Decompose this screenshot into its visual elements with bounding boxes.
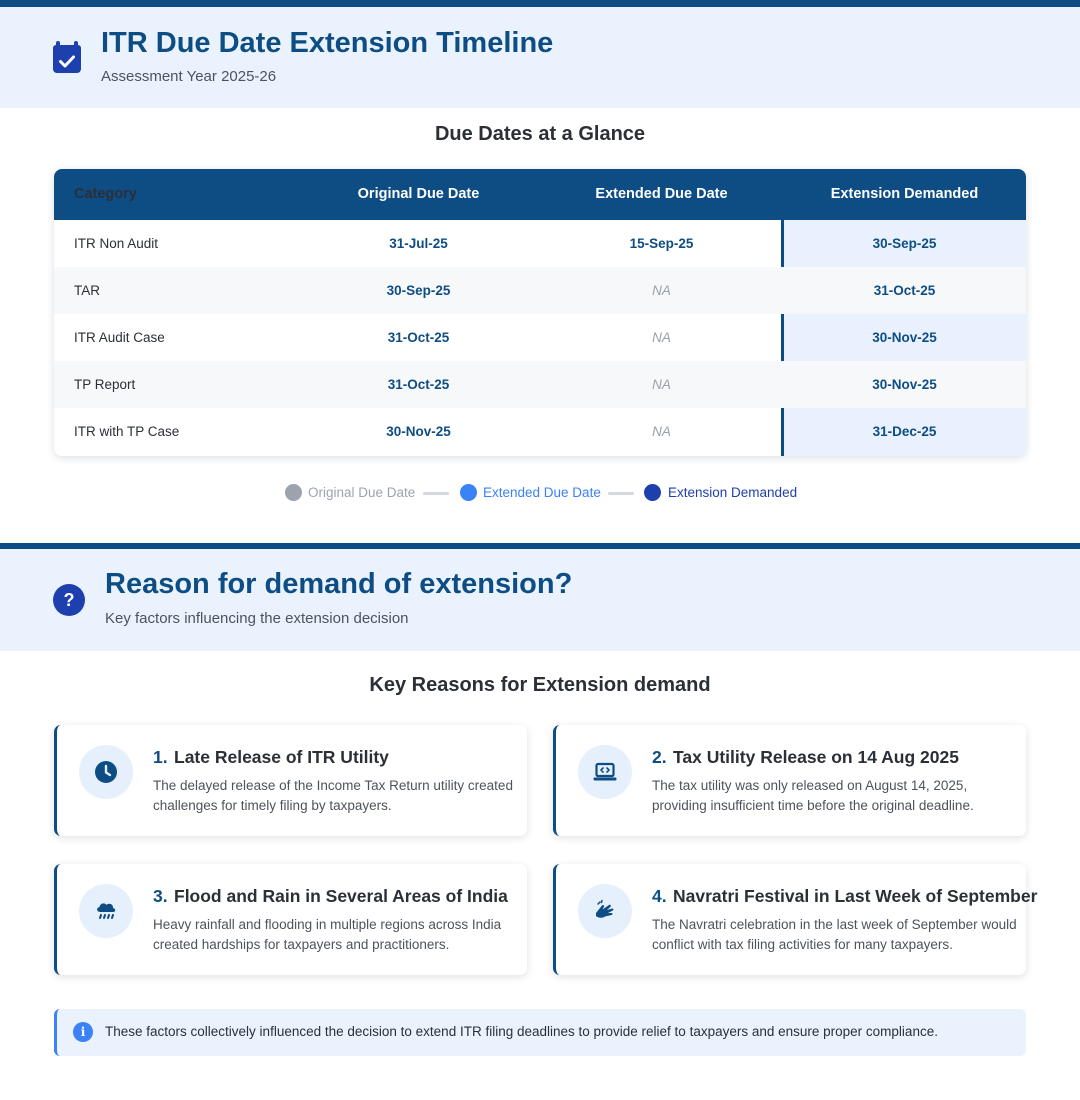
- reason-title: Navratri Festival in Last Week of September: [673, 886, 1038, 906]
- calendar-check-icon: [52, 40, 82, 74]
- demanded-date-cell: 31-Dec-25: [872, 424, 937, 439]
- legend-dot-demanded: [644, 484, 661, 501]
- demanded-date-cell: 30-Sep-25: [872, 236, 937, 251]
- laptop-code-icon-wrap: [578, 745, 632, 799]
- reason-description: The tax utility was only released on August 14, 2025, providing insufficient time before the original deadline.: [652, 778, 974, 813]
- reason-description: The Navratri celebration in the last week of September would conflict with tax filing activities for many taxpayers.: [652, 917, 1017, 952]
- page-title: ITR Due Date Extension Timeline: [101, 27, 554, 59]
- category-cell: ITR with TP Case: [74, 424, 180, 439]
- question-circle-icon: ?: [53, 584, 85, 616]
- laptop-code-icon: [593, 760, 617, 784]
- reason-description: The delayed release of the Income Tax Return utility created challenges for timely filing by taxpayers.: [153, 778, 513, 813]
- table-row: [54, 267, 1026, 314]
- reason-card: [553, 864, 1038, 975]
- hands-icon: [593, 899, 617, 923]
- clock-icon-wrap: [79, 745, 133, 799]
- original-date-cell: 31-Jul-25: [389, 236, 448, 251]
- demanded-date-cell: 30-Nov-25: [872, 330, 937, 345]
- hands-icon-wrap: [578, 884, 632, 938]
- cloud-rain-icon-wrap: [79, 884, 133, 938]
- legend-dot-original: [285, 484, 302, 501]
- extended-date-cell: 15-Sep-25: [629, 236, 694, 251]
- clock-icon: [94, 760, 118, 784]
- table-row: [54, 408, 1026, 455]
- category-cell: TAR: [74, 283, 100, 298]
- reason-card: [54, 725, 527, 836]
- table-row: [54, 314, 1026, 361]
- key-reasons-heading: Key Reasons for Extension demand: [369, 674, 711, 696]
- top-accent-bar: [0, 0, 1080, 7]
- legend-dot-extended: [460, 484, 477, 501]
- legend-connector: [423, 492, 449, 495]
- cloud-rain-icon: [94, 899, 118, 923]
- table-header: [54, 169, 1026, 220]
- original-date-cell: 30-Nov-25: [386, 424, 451, 439]
- reason-title: Tax Utility Release on 14 Aug 2025: [673, 747, 959, 767]
- column-header-extended: Extended Due Date: [595, 186, 728, 202]
- category-cell: ITR Audit Case: [74, 330, 165, 345]
- summary-note-text: These factors collectively influenced the decision to extend ITR filing deadlines to provide relief to taxpayers and ensure proper compliance.: [105, 1024, 938, 1039]
- column-header-demanded: Extension Demanded: [830, 186, 979, 202]
- due-dates-heading: Due Dates at a Glance: [434, 123, 646, 145]
- reason-title: Late Release of ITR Utility: [174, 747, 389, 767]
- reason-description: Heavy rainfall and flooding in multiple regions across India created hardships for taxpayers and practitioners.: [153, 917, 502, 952]
- column-header-category: Category: [74, 186, 137, 202]
- extended-date-cell: NA: [652, 424, 671, 439]
- extended-date-cell: NA: [652, 377, 671, 392]
- legend-connector: [608, 492, 634, 495]
- page-subtitle: Assessment Year 2025-26: [101, 68, 277, 85]
- legend-label-extended: Extended Due Date: [483, 485, 601, 500]
- reason-card: [54, 864, 527, 975]
- summary-note: [54, 1009, 1026, 1056]
- original-date-cell: 30-Sep-25: [386, 283, 451, 298]
- category-cell: TP Report: [74, 377, 136, 392]
- reason-number: 1.: [153, 747, 168, 767]
- reasons-title: Reason for demand of extension?: [105, 568, 573, 600]
- original-date-cell: 31-Oct-25: [387, 330, 450, 345]
- page-header: [0, 7, 1080, 108]
- info-icon: i: [73, 1022, 93, 1042]
- timeline-legend: [0, 483, 1080, 503]
- extended-date-cell: NA: [652, 283, 671, 298]
- demanded-date-cell: 30-Nov-25: [872, 377, 937, 392]
- reason-number: 4.: [652, 886, 667, 906]
- reason-card: [553, 725, 1026, 836]
- column-header-original: Original Due Date: [357, 186, 480, 202]
- extended-date-cell: NA: [652, 330, 671, 345]
- reasons-subtitle: Key factors influencing the extension decision: [105, 610, 409, 627]
- table-row: [54, 220, 1026, 267]
- due-dates-table: [54, 169, 1026, 456]
- category-cell: ITR Non Audit: [74, 236, 159, 251]
- reason-number: 2.: [652, 747, 667, 767]
- reason-title: Flood and Rain in Several Areas of India: [174, 886, 508, 906]
- legend-label-demanded: Extension Demanded: [668, 485, 798, 500]
- table-row: [54, 361, 1026, 408]
- reasons-header: [0, 549, 1080, 651]
- original-date-cell: 31-Oct-25: [387, 377, 450, 392]
- demanded-date-cell: 31-Oct-25: [873, 283, 936, 298]
- reason-number: 3.: [153, 886, 168, 906]
- legend-label-original: Original Due Date: [308, 485, 416, 500]
